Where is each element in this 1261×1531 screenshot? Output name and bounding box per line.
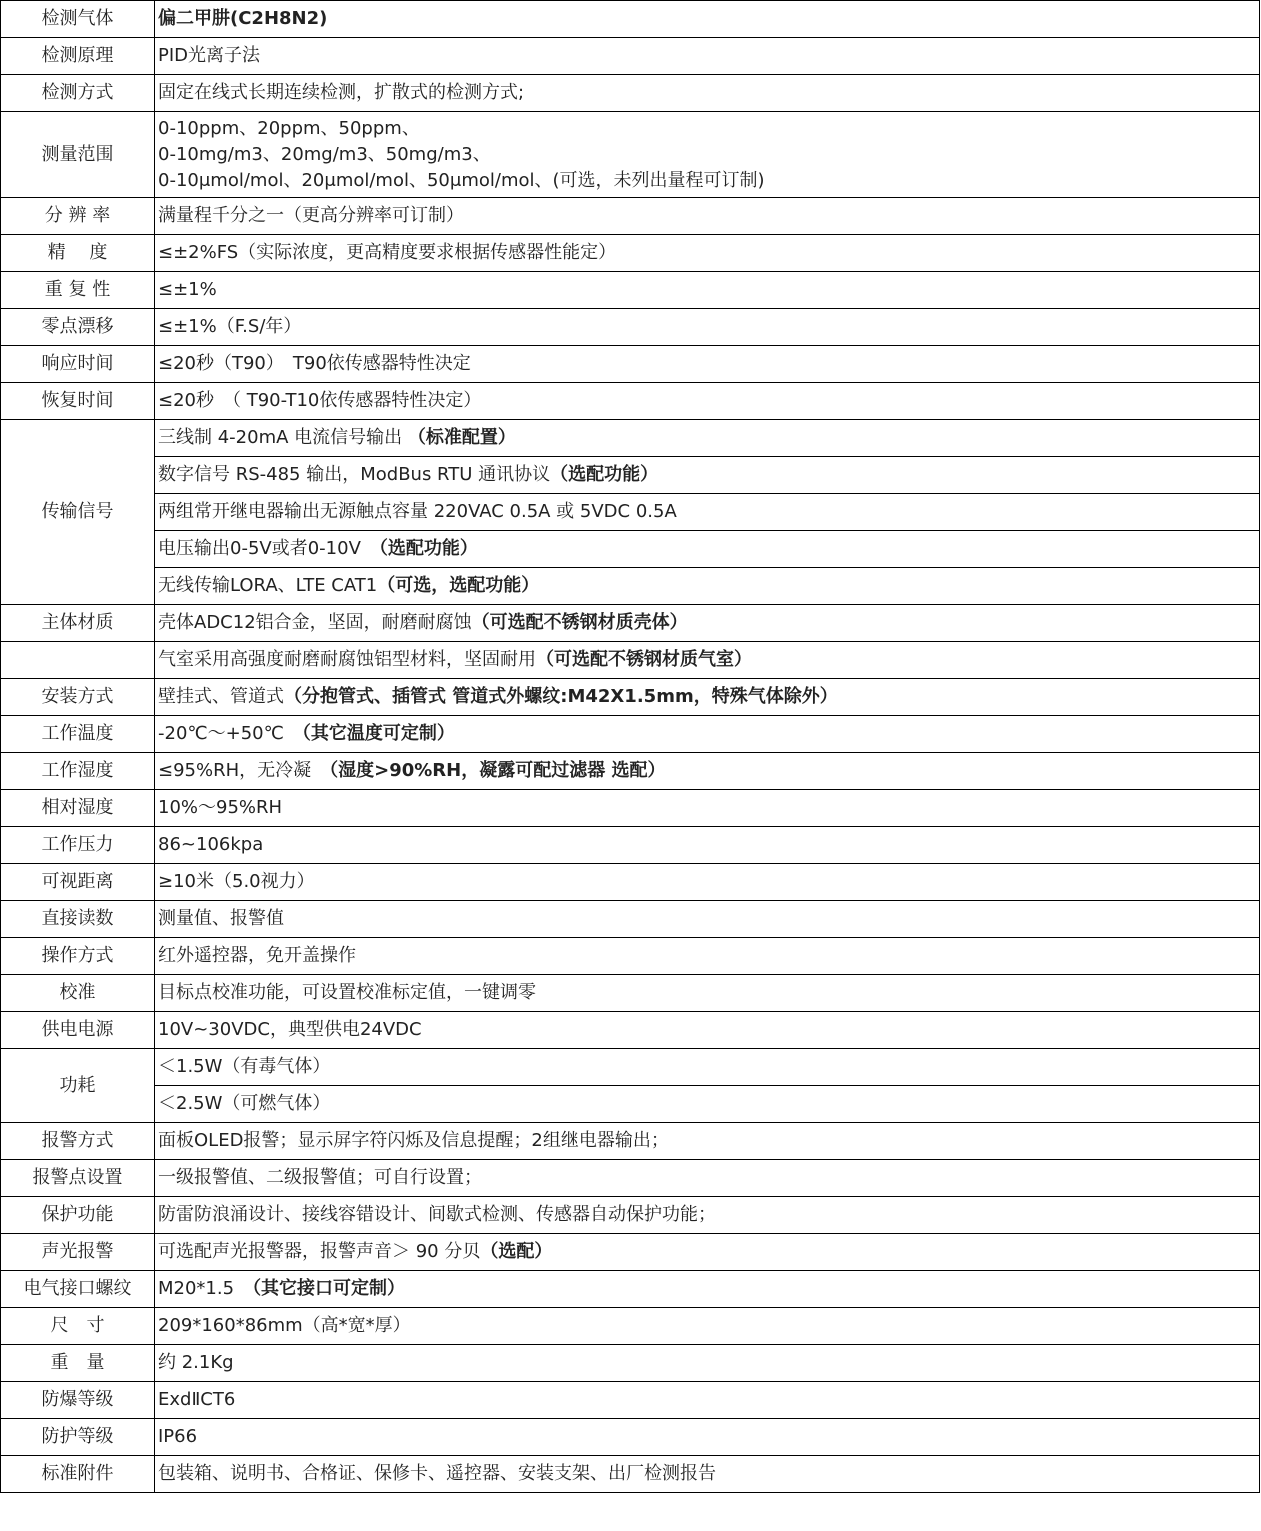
row-label: 重 量 — [1, 1345, 155, 1382]
value-text: ≤±2%FS（实际浓度，更高精度要求根据传感器性能定） — [158, 242, 617, 263]
row-label: 尺 寸 — [1, 1308, 155, 1345]
row-value — [155, 346, 1260, 383]
row-label: 声光报警 — [1, 1234, 155, 1271]
row-value — [155, 309, 1260, 346]
row-label: 响应时间 — [1, 346, 155, 383]
table-row — [1, 346, 1260, 383]
value-note-bold: （选配功能） — [378, 538, 478, 559]
value-text: 三线制 4-20mA 电流信号输出 — [158, 427, 408, 448]
row-label: 校准 — [1, 975, 155, 1012]
row-value — [155, 75, 1260, 112]
value-text: 一级报警值、二级报警值；可自行设置； — [158, 1167, 482, 1188]
value-line: 0-10mg/m3、20mg/m3、50mg/m3、 — [158, 143, 491, 165]
table-row — [1, 1160, 1260, 1197]
row-label: 精 度 — [1, 235, 155, 272]
table-row — [1, 753, 1260, 790]
row-value — [155, 457, 1260, 494]
value-text: 满量程千分之一（更高分辨率可订制） — [158, 205, 464, 226]
value-note-bold: （可选配不锈钢材质壳体） — [471, 612, 688, 633]
row-value — [155, 642, 1260, 679]
row-value — [155, 198, 1260, 235]
value-text: ≤20秒 （ T90-T10依传感器特性决定） — [158, 390, 482, 411]
value-text: 电压输出0-5V或者0-10V — [158, 538, 379, 559]
row-label: 安装方式 — [1, 679, 155, 716]
table-row — [1, 272, 1260, 309]
row-value — [155, 864, 1260, 901]
row-label: 标准附件 — [1, 1456, 155, 1493]
row-value — [155, 112, 1260, 198]
table-row — [1, 827, 1260, 864]
value-text: 10%～95%RH — [158, 797, 283, 818]
value-text: 86~106kpa — [158, 834, 264, 855]
row-label: 零点漂移 — [1, 309, 155, 346]
row-value — [155, 1419, 1260, 1456]
row-value — [155, 1345, 1260, 1382]
value-note-bold: （标准配置） — [407, 427, 516, 448]
value-text: ≤±1% — [158, 279, 217, 300]
row-value — [155, 1086, 1260, 1123]
value-note-bold: （可选，选配功能） — [377, 575, 540, 596]
row-value — [155, 38, 1260, 75]
row-label: 传输信号 — [1, 420, 155, 605]
table-row — [1, 1271, 1260, 1308]
value-text: 红外遥控器，免开盖操作 — [158, 945, 356, 966]
value-text: 10V~30VDC，典型供电24VDC — [158, 1019, 422, 1040]
row-value — [155, 1456, 1260, 1493]
table-row — [1, 605, 1260, 642]
spec-table-body — [1, 1, 1260, 1493]
value-text: IP66 — [158, 1426, 198, 1447]
table-row — [1, 1382, 1260, 1419]
value-text: ≤±1%（F.S/年） — [158, 316, 302, 337]
table-row — [1, 1419, 1260, 1456]
table-row — [1, 1, 1260, 38]
row-value — [155, 420, 1260, 457]
table-row — [1, 1197, 1260, 1234]
row-label: 直接读数 — [1, 901, 155, 938]
value-text: 包装箱、说明书、合格证、保修卡、遥控器、安装支架、出厂检测报告 — [158, 1463, 716, 1484]
row-value — [155, 494, 1260, 531]
row-value — [155, 827, 1260, 864]
table-row — [1, 235, 1260, 272]
value-text: 数字信号 RS-485 输出，ModBus RTU 通讯协议 — [158, 464, 551, 485]
value-text: ＜2.5W（可燃气体） — [158, 1093, 331, 1114]
row-value — [155, 1049, 1260, 1086]
row-label: 检测原理 — [1, 38, 155, 75]
table-row — [1, 38, 1260, 75]
row-label: 工作压力 — [1, 827, 155, 864]
value-text: 固定在线式长期连续检测，扩散式的检测方式; — [158, 82, 525, 103]
row-label: 检测方式 — [1, 75, 155, 112]
row-label: 主体材质 — [1, 605, 155, 642]
value-note-bold: （选配功能） — [550, 464, 659, 485]
value-note-bold: （分抱管式、插管式 管道式外螺纹:M42X1.5mm，特殊气体除外） — [284, 686, 838, 707]
row-value — [155, 975, 1260, 1012]
value-text: -20℃～+50℃ — [158, 723, 302, 744]
value-note-bold: （可选配不锈钢材质气室） — [536, 649, 752, 670]
value-text: 测量值、报警值 — [158, 908, 284, 929]
value-text: 气室采用高强度耐磨耐腐蚀铝型材料，坚固耐用 — [158, 649, 536, 670]
table-row — [1, 457, 1260, 494]
table-row — [1, 790, 1260, 827]
row-label: 重 复 性 — [1, 272, 155, 309]
table-row — [1, 420, 1260, 457]
row-label: 报警点设置 — [1, 1160, 155, 1197]
value-line: 0-10ppm、20ppm、50ppm、 — [158, 117, 420, 139]
row-value — [155, 753, 1260, 790]
row-value — [155, 1271, 1260, 1308]
value-text: ExdⅡCT6 — [158, 1389, 236, 1410]
row-value — [155, 1382, 1260, 1419]
row-value — [155, 901, 1260, 938]
row-value — [155, 568, 1260, 605]
table-row — [1, 383, 1260, 420]
value-text: 壁挂式、管道式 — [158, 686, 284, 707]
table-row — [1, 1049, 1260, 1086]
value-note-bold: （其它接口可定制） — [252, 1278, 406, 1299]
table-row — [1, 938, 1260, 975]
row-value — [155, 1197, 1260, 1234]
table-row — [1, 642, 1260, 679]
row-label: 供电电源 — [1, 1012, 155, 1049]
row-label: 检测气体 — [1, 1, 155, 38]
row-value — [155, 679, 1260, 716]
table-row — [1, 1234, 1260, 1271]
row-label: 报警方式 — [1, 1123, 155, 1160]
row-label: 测量范围 — [1, 112, 155, 198]
row-value — [155, 1, 1260, 38]
table-row — [1, 975, 1260, 1012]
table-row — [1, 568, 1260, 605]
value-text: ≥10米（5.0视力） — [158, 871, 315, 892]
value-text: 面板OLED报警；显示屏字符闪烁及信息提醒；2组继电器输出； — [158, 1130, 669, 1151]
value-text: 无线传输LORA、LTE CAT1 — [158, 575, 378, 596]
row-value — [155, 938, 1260, 975]
row-label: 可视距离 — [1, 864, 155, 901]
row-label: 操作方式 — [1, 938, 155, 975]
row-value — [155, 383, 1260, 420]
value-text: ≤20秒（T90） T90依传感器特性决定 — [158, 353, 471, 374]
row-value — [155, 605, 1260, 642]
value-text: ≤95%RH，无冷凝 — [158, 760, 330, 781]
row-value — [155, 235, 1260, 272]
table-row — [1, 901, 1260, 938]
row-value — [155, 716, 1260, 753]
table-row — [1, 494, 1260, 531]
table-row — [1, 864, 1260, 901]
row-value — [155, 272, 1260, 309]
row-value — [155, 1012, 1260, 1049]
table-row — [1, 531, 1260, 568]
value-note-bold: 偏二甲肼(C2H8N2) — [158, 8, 328, 29]
value-note-bold: （其它温度可定制） — [301, 723, 455, 744]
row-label: 防爆等级 — [1, 1382, 155, 1419]
value-text: M20*1.5 — [158, 1278, 253, 1299]
value-text: 壳体ADC12铝合金，坚固，耐磨耐腐蚀 — [158, 612, 472, 633]
row-label: 恢复时间 — [1, 383, 155, 420]
row-label: 工作温度 — [1, 716, 155, 753]
table-row — [1, 716, 1260, 753]
table-row — [1, 1086, 1260, 1123]
row-value — [155, 531, 1260, 568]
value-text: 目标点校准功能，可设置校准标定值，一键调零 — [158, 982, 536, 1003]
value-text: 209*160*86mm（高*宽*厚） — [158, 1315, 411, 1336]
row-label: 工作湿度 — [1, 753, 155, 790]
value-text: 防雷防浪涌设计、接线容错设计、间歇式检测、传感器自动保护功能； — [158, 1204, 716, 1225]
row-label: 保护功能 — [1, 1197, 155, 1234]
row-label: 防护等级 — [1, 1419, 155, 1456]
row-label: 功耗 — [1, 1049, 155, 1123]
table-row — [1, 1456, 1260, 1493]
row-label — [1, 642, 155, 679]
value-note-bold: （选配） — [480, 1241, 553, 1262]
value-note-bold: （湿度>90%RH，凝露可配过滤器 选配） — [329, 760, 666, 781]
row-value — [155, 1160, 1260, 1197]
row-value — [155, 790, 1260, 827]
value-text: 两组常开继电器输出无源触点容量 220VAC 0.5A 或 5VDC 0.5A — [158, 501, 677, 522]
value-text: 约 2.1Kg — [158, 1352, 234, 1373]
row-label: 相对湿度 — [1, 790, 155, 827]
value-text: 可选配声光报警器，报警声音＞ 90 分贝 — [158, 1241, 481, 1262]
table-row — [1, 198, 1260, 235]
value-line: 0-10μmol/mol、20μmol/mol、50μmol/mol、(可选，未列出量程可订制) — [158, 169, 765, 191]
table-row — [1, 112, 1260, 198]
table-row — [1, 679, 1260, 716]
row-value — [155, 1234, 1260, 1271]
row-label: 分 辨 率 — [1, 198, 155, 235]
table-row — [1, 1345, 1260, 1382]
value-text: PID光离子法 — [158, 45, 261, 66]
table-row — [1, 1308, 1260, 1345]
row-label: 电气接口螺纹 — [1, 1271, 155, 1308]
table-row — [1, 1012, 1260, 1049]
value-text: ＜1.5W（有毒气体） — [158, 1056, 331, 1077]
row-value — [155, 1123, 1260, 1160]
table-row — [1, 75, 1260, 112]
table-row — [1, 1123, 1260, 1160]
row-value — [155, 1308, 1260, 1345]
table-row — [1, 309, 1260, 346]
